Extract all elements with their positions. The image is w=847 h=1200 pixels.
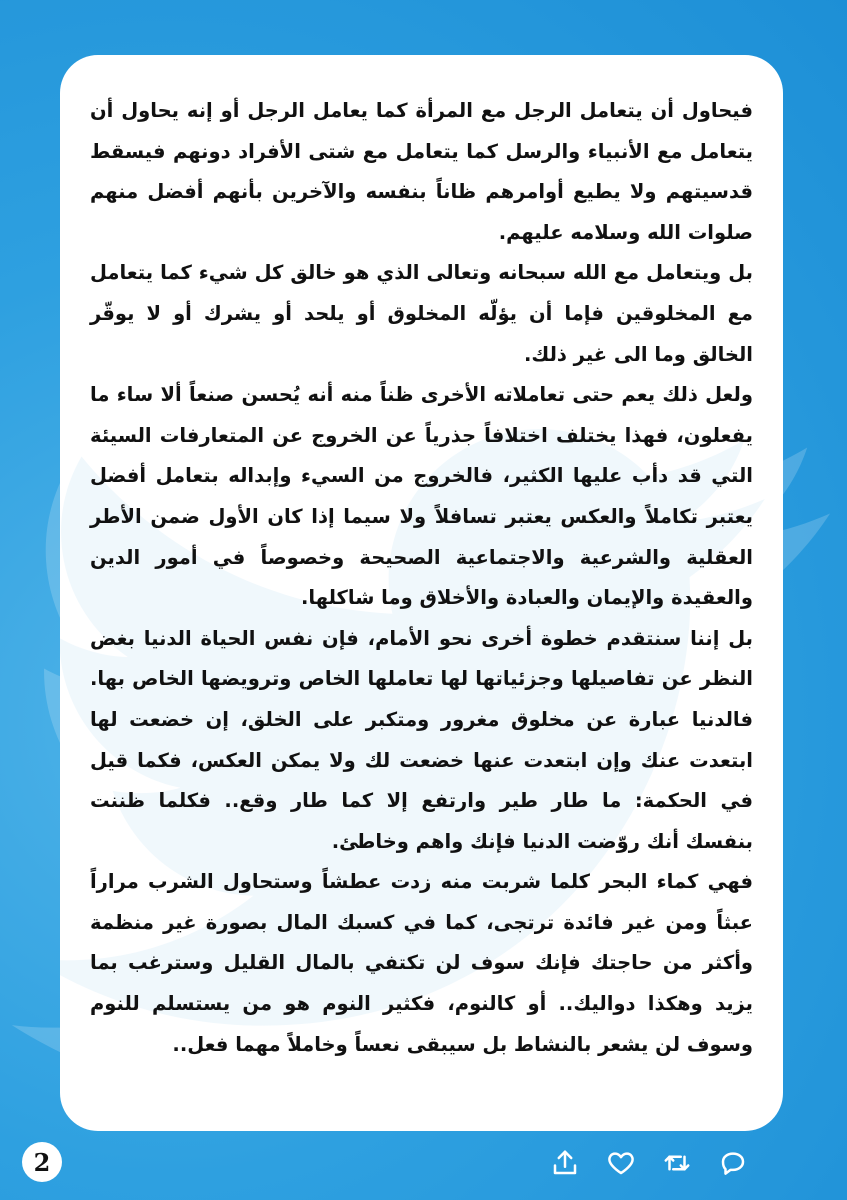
reply-button[interactable] <box>716 1146 750 1180</box>
paragraph-1: فيحاول أن يتعامل الرجل مع المرأة كما يعامل الرجل أو إنه يحاول أن يتعامل مع الأنبياء والرسل كما يتعامل مع شتى الأفراد دونهم فيسقط قدسيتهم ولا يطيع أوامرهم ظاناً بنفسه والآخرين بأنهم أفضل منهم صلوات الله وسلامه عليهم. <box>90 99 753 244</box>
content-card <box>60 55 783 1131</box>
article-body <box>90 91 753 1065</box>
paragraph-2: بل ويتعامل مع الله سبحانه وتعالى الذي هو خالق كل شيء كما يتعامل مع المخلوقين فإما أن يؤلّه المخلوق أو يلحد أو يشرك أو لا يوقّر الخالق وما الى غير ذلك. <box>90 261 753 366</box>
share-button[interactable] <box>548 1146 582 1180</box>
paragraph-4: بل إننا سنتقدم خطوة أخرى نحو الأمام، فإن نفس الحياة الدنيا بغض النظر عن تفاصيلها وجزئياتها لها تعاملها الخاص وترويضها الخاص بها. فالدنيا عبارة عن مخلوق مغرور ومتكبر على الخلق، إن خضعت لها ابتعدت عنك وإن ابتعدت عنها خضعت لك ولا يمكن العكس، فكما قيل في الحكمة: ما طار طير وارتفع إلا كما طار وقع.. فكلما ظننت بنفسك أنك روّضت الدنيا فإنك واهم وخاطئ. <box>90 626 753 853</box>
comment-icon <box>718 1148 748 1178</box>
retweet-icon <box>662 1148 692 1178</box>
like-button[interactable] <box>604 1146 638 1180</box>
heart-icon <box>606 1148 636 1178</box>
paragraph-3: ولعل ذلك يعم حتى تعاملاته الأخرى ظناً منه أنه يُحسن صنعاً ألا ساء ما يفعلون، فهذا يختلف اختلافاً جذرياً عن الخروج عن المتعارفات السيئة التي قد دأب عليها الكثير، فالخروج من السيء وإبداله بتعامل أفضل يعتبر تكاملاً والعكس يعتبر تسافلاً ولا سيما إذا كان الأول ضمن الأطر العقلية والشرعية والاجتماعية الصحيحة وخصوصاً في أمور الدين والعقيدة والإيمان والعبادة والأخلاق وما شاكلها. <box>90 383 753 610</box>
page-number: 2 <box>22 1142 62 1182</box>
paragraph-5: فهي كماء البحر كلما شربت منه زدت عطشاً وستحاول الشرب مراراً عبثاً ومن غير فائدة ترتجى، كما في كسبك المال بصورة غير منظمة وأكثر من حاجتك فإنك سوف لن تكتفي بالمال القليل وسترغب بما يزيد وهكذا دواليك.. أو كالنوم، فكثير النوم هو من يستسلم للنوم وسوف لن يشعر بالنشاط بل سيبقى نعساً وخاملاً مهما فعل.. <box>90 870 753 1056</box>
action-bar <box>548 1146 750 1180</box>
share-icon <box>550 1148 580 1178</box>
retweet-button[interactable] <box>660 1146 694 1180</box>
